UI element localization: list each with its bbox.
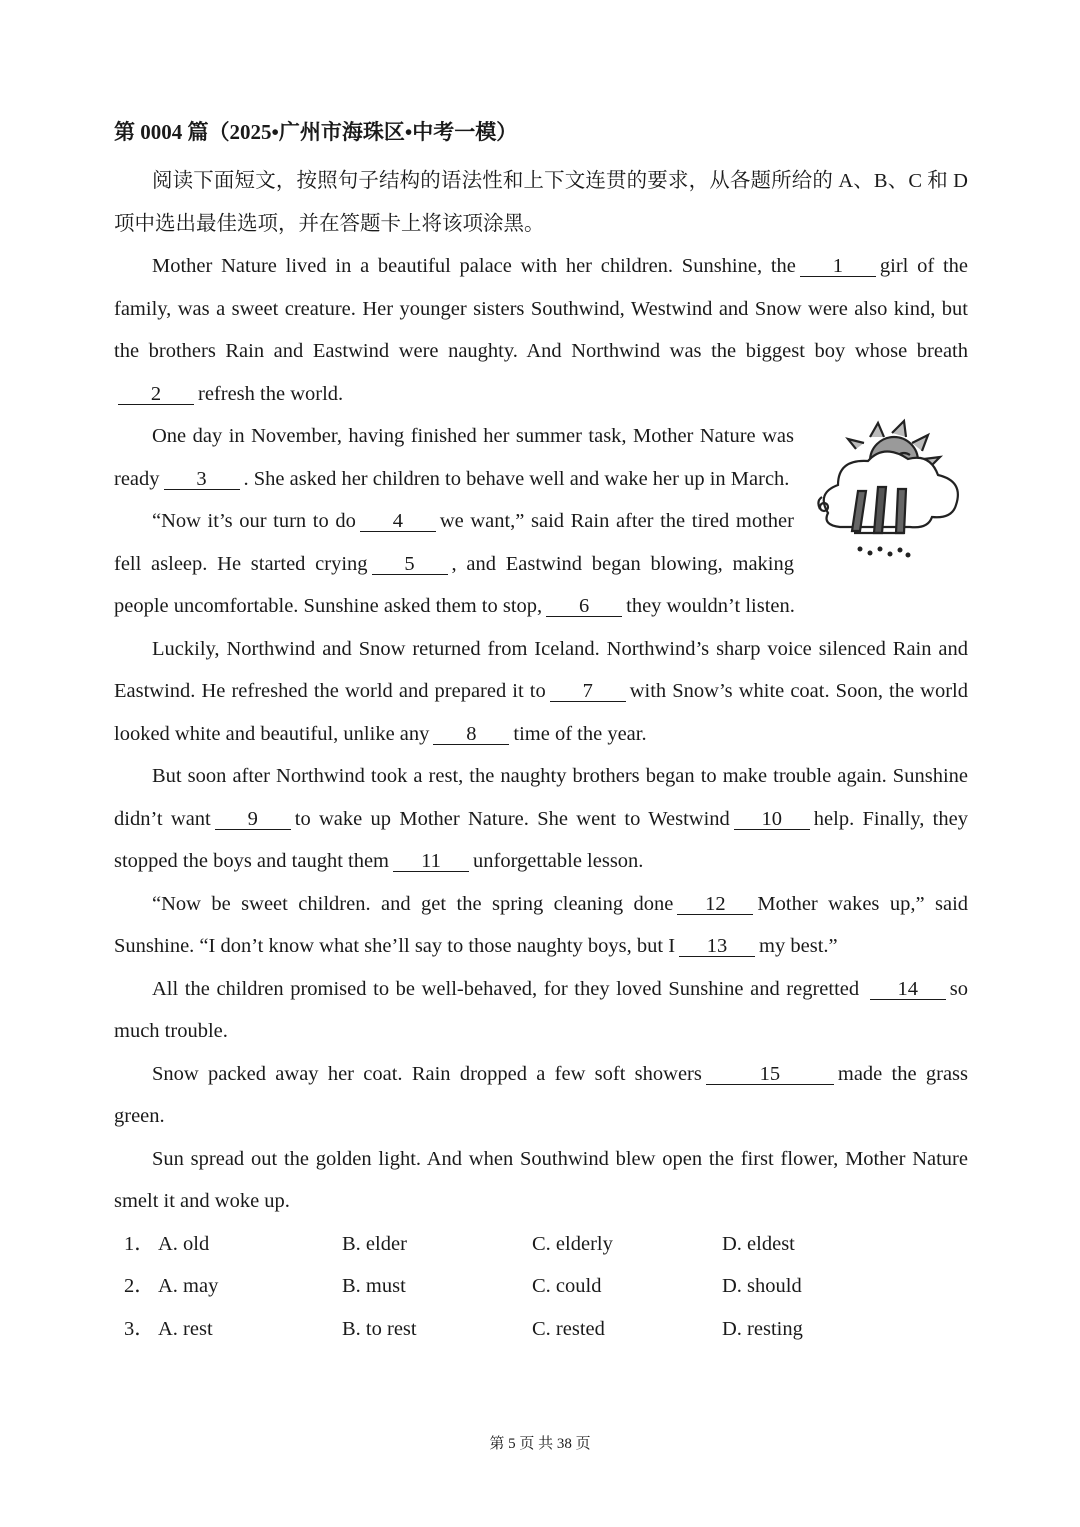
blank-8: 8 — [433, 724, 509, 745]
blank-11: 11 — [393, 851, 469, 872]
blank-6: 6 — [546, 596, 622, 617]
option-c: C. could — [532, 1275, 602, 1297]
question-row — [114, 1308, 968, 1351]
option-d: D. eldest — [722, 1232, 795, 1255]
option-a: A. rest — [158, 1317, 213, 1340]
page-number-footer: 第 5 页 共 38 页 — [489, 1436, 591, 1452]
option-a: A. may — [158, 1275, 219, 1297]
question-row — [114, 1265, 968, 1308]
paragraph-1: Mother Nature lived in a beautiful palace with her children. Sunshine, the 1 girl of the family, was a sweet creature. Her younger sisters Southwind, Westwind and Snow were also kind, but the brothers Rain and Eastwind were naughty. And Northwind was the biggest boy whose breath2 refresh the world. — [114, 255, 968, 405]
blank-13: 13 — [679, 936, 755, 957]
blank-1: 1 — [800, 256, 876, 277]
paragraph-7: All the children promised to be well-behaved, for they loved Sunshine and regretted 14 so much trouble. — [114, 977, 968, 1042]
option-b: B. elder — [342, 1232, 407, 1255]
blank-5: 5 — [372, 554, 448, 575]
blank-10: 10 — [734, 809, 810, 830]
paragraph-6: “Now be sweet children. and get the spring cleaning done 12 Mother wakes up,” said Sunshine. “I don’t know what she’ll say to those naughty boys, but I 13 my best.” — [114, 892, 969, 957]
paragraph-8: Snow packed away her coat. Rain dropped a few soft showers 15 made the grass green. — [114, 1062, 968, 1127]
question-number: 2． — [124, 1275, 155, 1297]
blank-7: 7 — [550, 681, 626, 702]
document-page — [114, 112, 968, 1350]
paragraph-9: Sun spread out the golden light. And when Southwind blew open the first flower, Mother Nature smelt it and woke up. — [114, 1147, 968, 1212]
blank-4: 4 — [360, 511, 436, 532]
sun-cloud-rain-icon — [808, 415, 968, 565]
blank-9: 9 — [215, 809, 291, 830]
question-number: 3． — [124, 1317, 155, 1340]
paragraph-5: But soon after Northwind took a rest, the naughty brothers began to make trouble again. Sunshine didn’t want 9 to wake up Mother Nature. She went to Westwind 10 help. Finally, they stopped the boys and taught them 11 unforgettable lesson. — [114, 765, 968, 872]
paragraph-3: “Now it’s our turn to do 4 we want,” said Rain after the tired mother fell asleep. He started crying 5 , and Eastwind began blowing, making people uncomfortable. Sunshine asked them to stop, 6 they wouldn’t listen. — [114, 510, 795, 617]
option-c: C. elderly — [532, 1232, 613, 1255]
blank-14: 14 — [870, 979, 946, 1000]
option-c: C. rested — [532, 1317, 605, 1340]
option-b: B. to rest — [342, 1317, 417, 1340]
blank-3: 3 — [164, 469, 240, 490]
weather-illustration — [808, 415, 968, 565]
instructions: 阅读下面短文，按照句子结构的语法性和上下文连贯的要求，从各题所给的 A、B、C 和 D 项中选出最佳选项，并在答题卡上将该项涂黑。 — [114, 170, 968, 235]
option-d: D. should — [722, 1275, 802, 1297]
paragraph-4: Luckily, Northwind and Snow returned from Iceland. Northwind’s sharp voice silenced Rain and Eastwind. He refreshed the world and prepared it to 7 with Snow’s white coat. Soon, the world looked white and beautiful, unlike any 8 time of the year. — [114, 637, 968, 745]
question-number: 1． — [124, 1232, 155, 1255]
paragraph-2: One day in November, having finished her summer task, Mother Nature was ready 3 . She asked her children to behave well and wake her up in March. — [114, 425, 794, 490]
blank-15: 15 — [706, 1064, 834, 1085]
option-a: A. old — [158, 1232, 210, 1255]
illustrated-section — [114, 415, 968, 628]
blank-12: 12 — [677, 894, 753, 915]
article-heading: 第 0004 篇（2025•广州市海珠区•中考一模） — [114, 120, 518, 144]
option-d: D. resting — [722, 1317, 803, 1340]
blank-2: 2 — [118, 384, 194, 405]
question-row — [114, 1223, 968, 1266]
option-b: B. must — [342, 1275, 406, 1297]
answer-options — [114, 1223, 968, 1351]
